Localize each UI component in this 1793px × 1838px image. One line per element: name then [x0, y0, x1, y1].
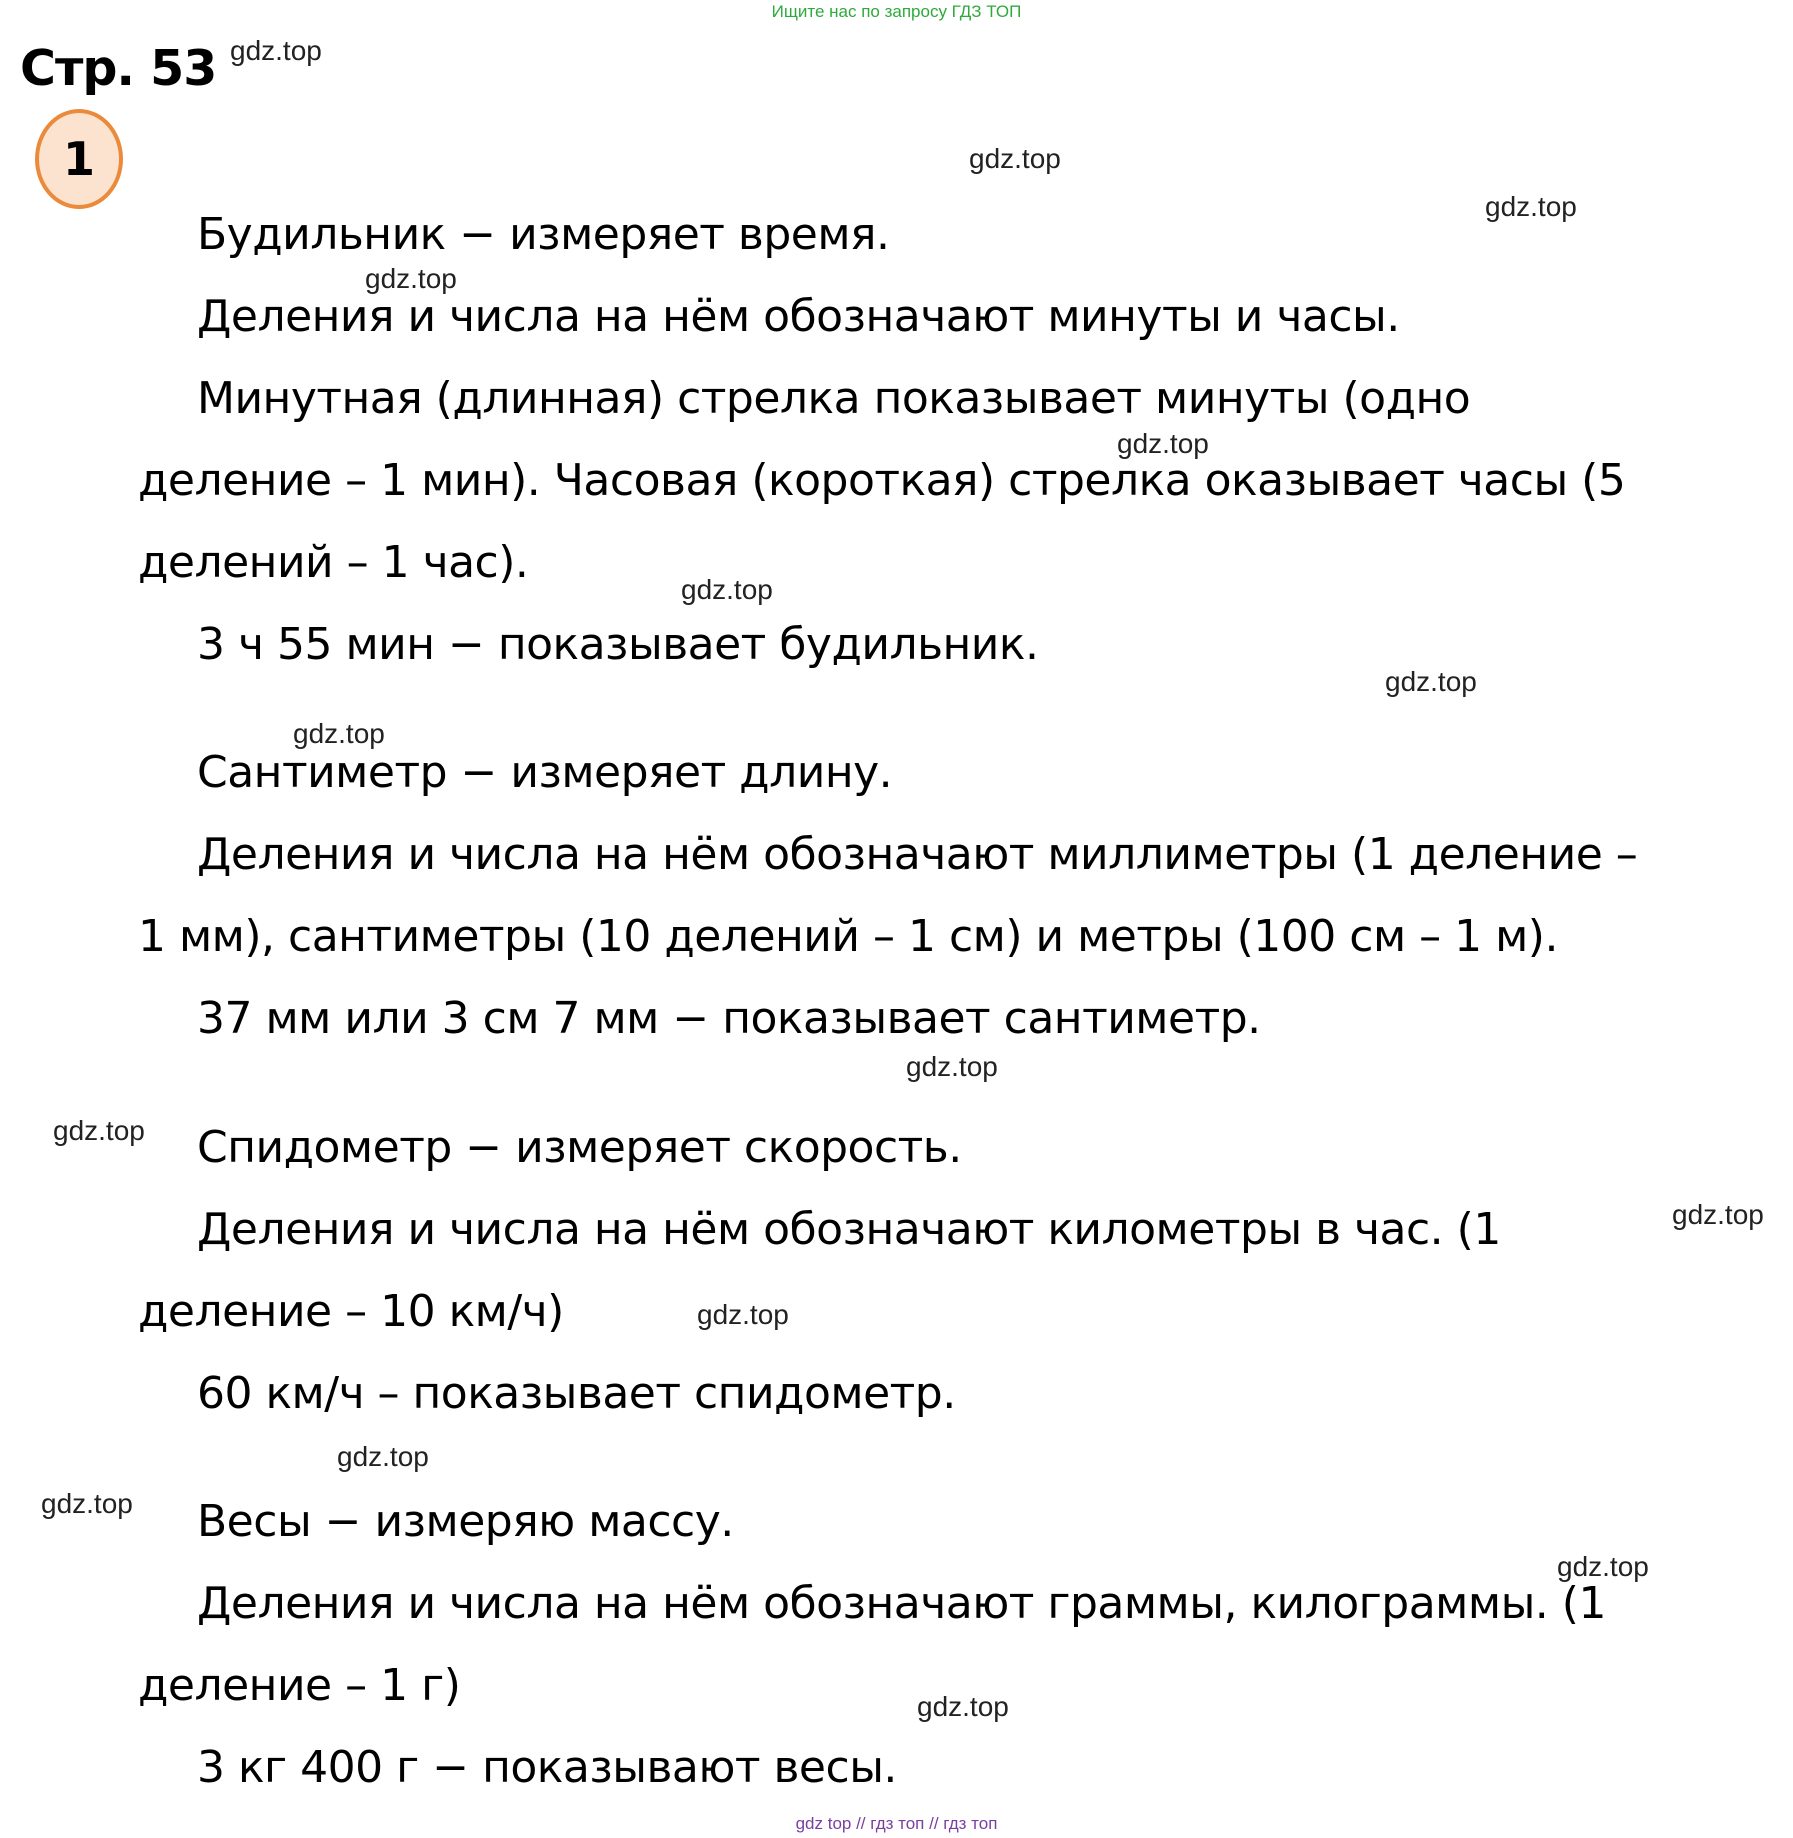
- watermark: gdz.top: [917, 1691, 1009, 1722]
- text-line: Деления и числа на нём обозначают минуты и часы.: [197, 291, 1400, 342]
- text-line: 37 мм или 3 см 7 мм − показывает сантиметр.: [197, 993, 1261, 1044]
- text-line: Деления и числа на нём обозначают граммы, килограммы. (1: [197, 1578, 1606, 1629]
- watermark: gdz.top: [681, 574, 773, 605]
- watermark: gdz.top: [1672, 1199, 1764, 1230]
- top-banner: Ищите нас по запросу ГДЗ ТОП: [771, 2, 1022, 21]
- text-line: Деления и числа на нём обозначают миллиметры (1 деление –: [197, 829, 1638, 880]
- text-line: 3 ч 55 мин − показывает будильник.: [197, 619, 1039, 670]
- watermark: gdz.top: [41, 1488, 133, 1519]
- watermark: gdz.top: [365, 263, 457, 294]
- text-line: делений – 1 час).: [138, 537, 529, 588]
- text-line: Сантиметр − измеряет длину.: [197, 747, 893, 798]
- watermark: gdz.top: [1485, 191, 1577, 222]
- watermark: gdz.top: [230, 35, 322, 66]
- watermark: gdz.top: [1117, 428, 1209, 459]
- task-number-badge: [35, 109, 123, 209]
- text-line: Деления и числа на нём обозначают километры в час. (1: [197, 1204, 1501, 1255]
- watermark: gdz.top: [969, 143, 1061, 174]
- watermark: gdz.top: [53, 1115, 145, 1146]
- watermark: gdz.top: [906, 1051, 998, 1082]
- watermark: gdz.top: [293, 718, 385, 749]
- text-line: Весы − измеряю массу.: [197, 1496, 734, 1547]
- watermark: gdz.top: [337, 1441, 429, 1472]
- task-number: 1: [62, 132, 95, 186]
- text-line: Спидометр − измеряет скорость.: [197, 1122, 962, 1173]
- watermark: gdz.top: [697, 1299, 789, 1330]
- text-line: деление – 10 км/ч): [138, 1286, 564, 1337]
- text-line: 1 мм), сантиметры (10 делений – 1 см) и метры (100 см – 1 м).: [138, 911, 1558, 962]
- text-line: Будильник − измеряет время.: [197, 209, 890, 260]
- footer: gdz top // гдз топ // гдз топ: [795, 1814, 998, 1833]
- text-line: 60 км/ч – показывает спидометр.: [197, 1368, 956, 1419]
- text-line: Минутная (длинная) стрелка показывает минуты (одно: [197, 373, 1471, 424]
- text-line: деление – 1 мин). Часовая (короткая) стрелка оказывает часы (5: [138, 455, 1626, 506]
- page-title: Стр. 53: [20, 40, 217, 97]
- watermark: gdz.top: [1557, 1551, 1649, 1582]
- text-line: 3 кг 400 г − показывают весы.: [197, 1742, 897, 1793]
- text-line: деление – 1 г): [138, 1660, 461, 1711]
- watermark: gdz.top: [1385, 666, 1477, 697]
